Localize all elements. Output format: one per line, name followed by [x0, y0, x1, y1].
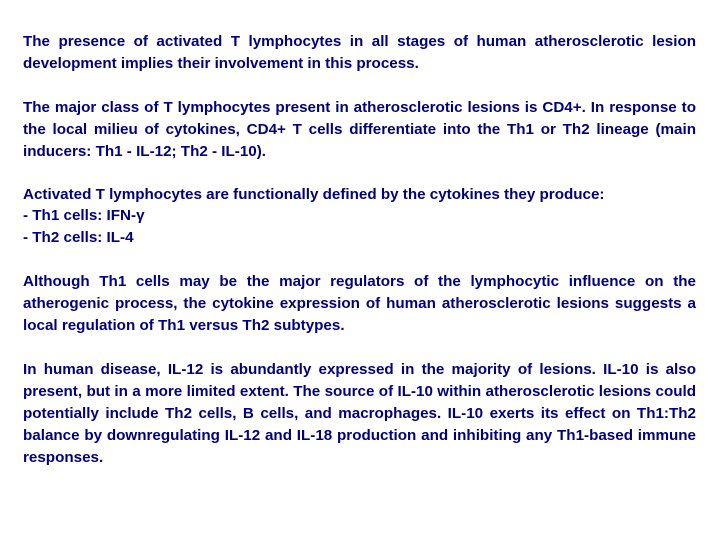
paragraph-t-lymphocytes-presence: The presence of activated T lymphocytes in all stages of human atherosclerotic lesion development implies their involvement in this process. [23, 33, 696, 72]
paragraph-cytokine-definition [23, 184, 696, 250]
paragraph-cd4-differentiation: The major class of T lymphocytes present in atherosclerotic lesions is CD4+. In response to the local milieu of cytokines, CD4+ T cells differentiate into the Th1 or Th2 lineage (main inducers: Th1 - IL-12; Th2 - IL-10). [23, 98, 696, 160]
paragraph-th1-regulators: Although Th1 cells may be the major regulators of the lymphocytic influence on the atherogenic process, the cytokine expression of human atherosclerotic lesions suggests a local regulation of Th1 versus Th2 subtypes. [23, 273, 696, 335]
slide-text-body [23, 31, 696, 469]
list-item-th2: - Th2 cells: IL-4 [23, 229, 134, 247]
paragraph-human-disease-il12: In human disease, IL-12 is abundantly expressed in the majority of lesions. IL-10 is also present, but in a more limited extent. The source of IL-10 within atherosclerotic lesions could potentially include Th2 cells, B cells, and macrophages. IL-10 exerts its effect on Th1:Th2 balance by downregulating IL-12 and IL-18 production and inhibiting any Th1-based immune responses. [23, 360, 696, 466]
list-item-th1: - Th1 cells: IFN-γ [23, 207, 145, 225]
paragraph-cytokine-intro: Activated T lymphocytes are functionally defined by the cytokines they produce: [23, 185, 605, 203]
